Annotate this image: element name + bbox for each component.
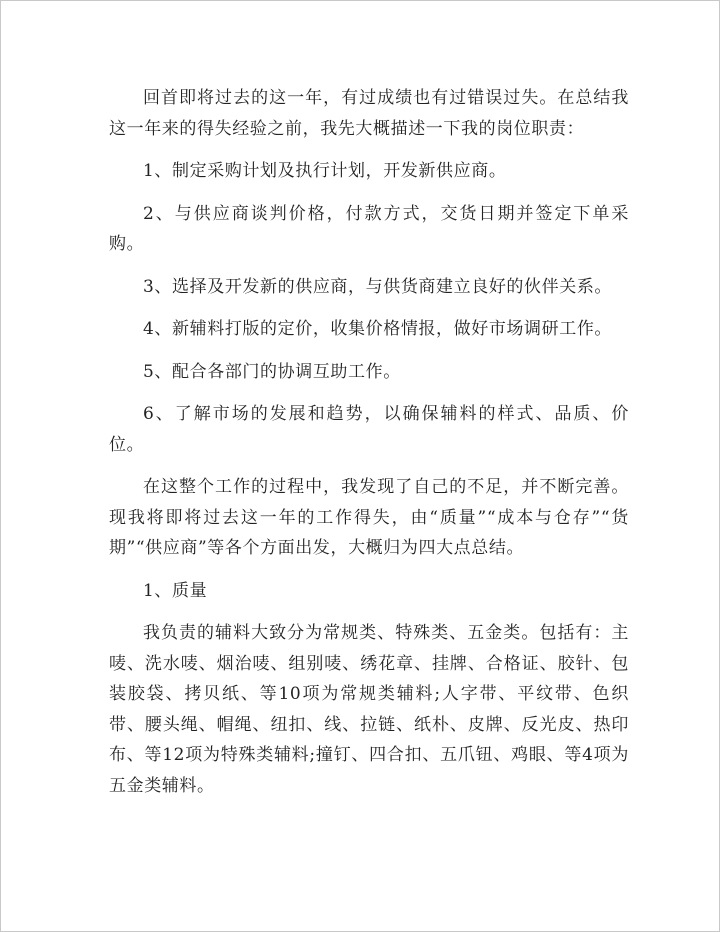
duty-item-2: 2、与供应商谈判价格，付款方式，交货日期并签定下单采购。 bbox=[109, 203, 629, 254]
duty-item-3: 3、选择及开发新的供应商，与供货商建立良好的伙伴关系。 bbox=[143, 276, 613, 297]
duty-item-4: 4、新辅料打版的定价，收集价格情报，做好市场调研工作。 bbox=[143, 319, 613, 339]
document-body bbox=[109, 83, 629, 813]
duty-item-5: 5、配合各部门的协调互助工作。 bbox=[143, 361, 401, 382]
duty-item-6: 6、了解市场的发展和趋势，以确保辅料的样式、品质、价位。 bbox=[109, 404, 629, 455]
section-heading-quality: 1、质量 bbox=[143, 580, 208, 601]
duty-item-1: 1、制定采购计划及执行计划，开发新供应商。 bbox=[143, 161, 507, 181]
summary-paragraph: 在这整个工作的过程中，我发现了自己的不足，并不断完善。现我将即将过去这一年的工作得失，由“质量”“成本与仓存”“货期”“供应商”等各个方面出发，大概归为四大点总结。 bbox=[109, 477, 629, 558]
materials-paragraph: 我负责的辅料大致分为常规类、特殊类、五金类。包括有：主唛、洗水唛、烟治唛、组别唛、绣花章、挂牌、合格证、胶针、包装胶袋、拷贝纸、等10项为常规类辅料;人字带、平纹带、色织带、腰头绳、帽绳、纽扣、线、拉链、纸朴、皮牌、反光皮、热印布、等12项为特殊类辅料;撞钉、四合扣、五爪钮、鸡眼、等4项为五金类辅料。 bbox=[109, 623, 629, 796]
intro-paragraph: 回首即将过去的这一年，有过成绩也有过错误过失。在总结我这一年来的得失经验之前，我先大概描述一下我的岗位职责： bbox=[109, 88, 629, 139]
